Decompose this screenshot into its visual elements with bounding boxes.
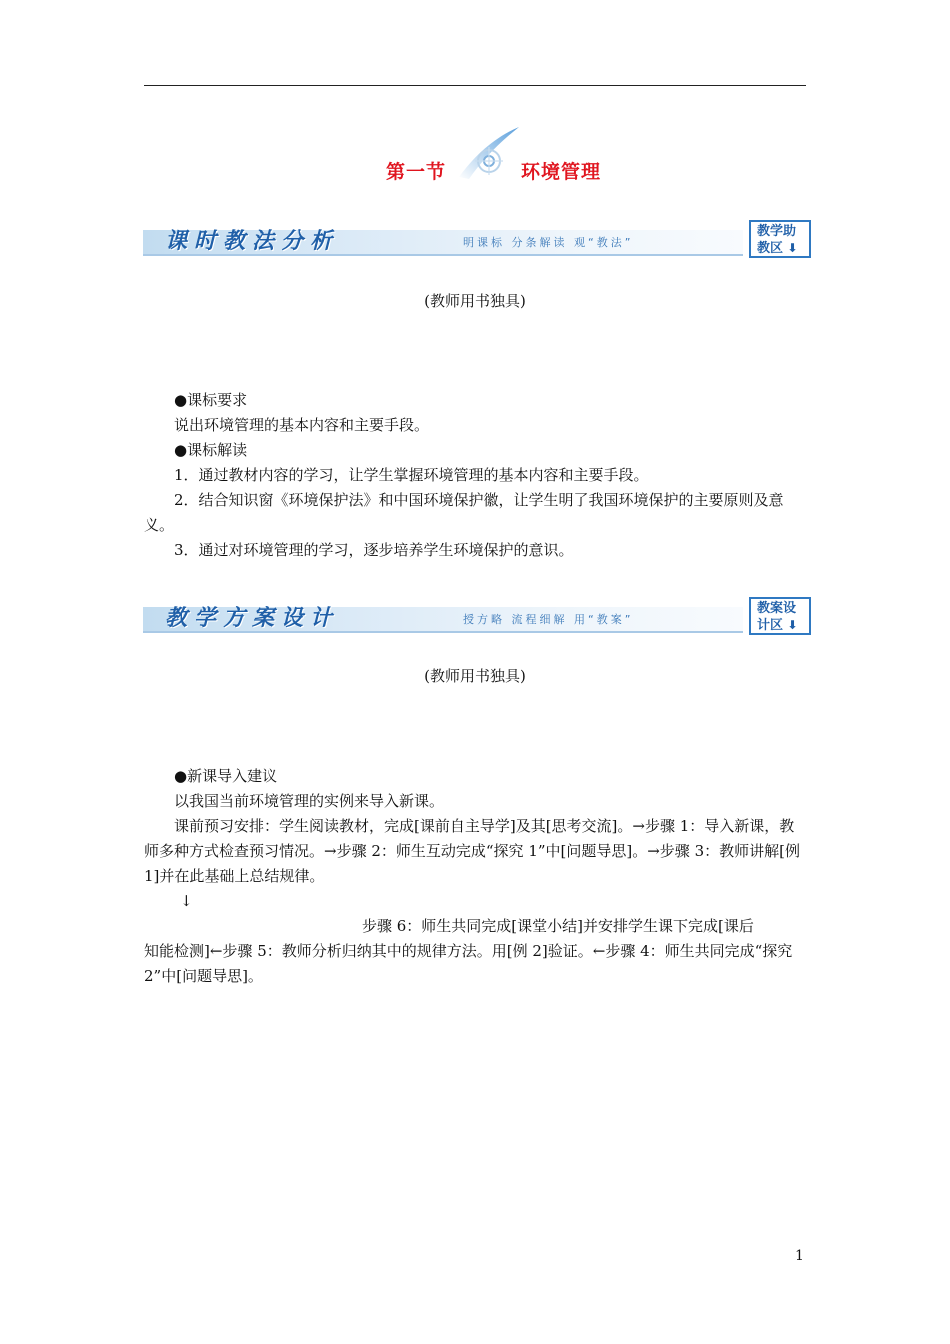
list-item: 2．结合知识窗《环境保护法》和中国环境保护徽，让学生明了我国环境保护的主要原则及意义。 [144, 491, 784, 534]
page-number: 1 [795, 1248, 804, 1264]
banner-teaching-plan [143, 597, 815, 639]
header-rule [144, 85, 806, 86]
list-heading [144, 764, 808, 789]
badge-line-1: 教案设 [757, 601, 797, 616]
flow-down-arrow-icon: ↓ [180, 892, 193, 910]
paragraph: 以我国当前环境管理的实例来导入新课。 [174, 792, 445, 810]
banner-tagline: 授方略 流程细解 用“教案” [463, 613, 634, 626]
bullet-icon: ● [174, 767, 188, 785]
section-number: 第一节 [386, 161, 447, 183]
section-title-text: 环境管理 [521, 161, 602, 183]
banner-tagline: 明课标 分条解读 观“教法” [463, 236, 634, 249]
paragraph: 知能检测]←步骤 5：教师分析归纳其中的规律方法。用[例 2]验证。←步骤 4：师生共同完成“探究 2”中[问题导思]。 [144, 942, 793, 985]
bullet-icon: ● [174, 391, 188, 409]
badge-line-1: 教学助 [757, 224, 797, 239]
section-standards [144, 388, 808, 563]
banner-heading: 课时教法分析 [165, 229, 340, 254]
heading-text: 新课导入建议 [187, 767, 278, 785]
teacher-only-note: (教师用书独具) [424, 667, 526, 685]
banner-heading: 教学方案设计 [165, 606, 340, 631]
heading-text: 课标解读 [187, 441, 248, 459]
paragraph: 说出环境管理的基本内容和主要手段。 [174, 416, 430, 434]
list-item: 1．通过教材内容的学习，让学生掌握环境管理的基本内容和主要手段。 [174, 466, 649, 484]
section-title [0, 125, 950, 195]
banner-lesson-analysis [143, 220, 815, 262]
paragraph: 步骤 6：师生共同完成[课堂小结]并安排学生课下完成[课后 [362, 917, 754, 935]
target-emblem-icon [455, 125, 521, 187]
list-heading [144, 388, 808, 413]
paragraph: 课前预习安排：学生阅读教材，完成[课前自主导学]及其[思考交流]。→步骤 1：导入新课，教师多种方式检查预习情况。→步骤 2：师生互动完成“探究 1”中[问题导思]。→步骤 3：教师讲解[例 1]并在此基础上总结规律。 [144, 817, 800, 885]
heading-text: 课标要求 [187, 391, 248, 409]
banner-badge [749, 220, 811, 258]
bullet-icon: ● [174, 441, 188, 459]
section-plan [144, 764, 808, 989]
down-arrow-icon: ⬇ [787, 618, 798, 632]
teacher-only-note: (教师用书独具) [424, 292, 526, 310]
list-item: 3．通过对环境管理的学习，逐步培养学生环境保护的意识。 [174, 541, 574, 559]
badge-line-2: 教区 [757, 241, 784, 256]
banner-badge [749, 597, 811, 635]
badge-line-2: 计区 [757, 618, 784, 633]
down-arrow-icon: ⬇ [787, 241, 798, 255]
list-heading [144, 438, 808, 463]
